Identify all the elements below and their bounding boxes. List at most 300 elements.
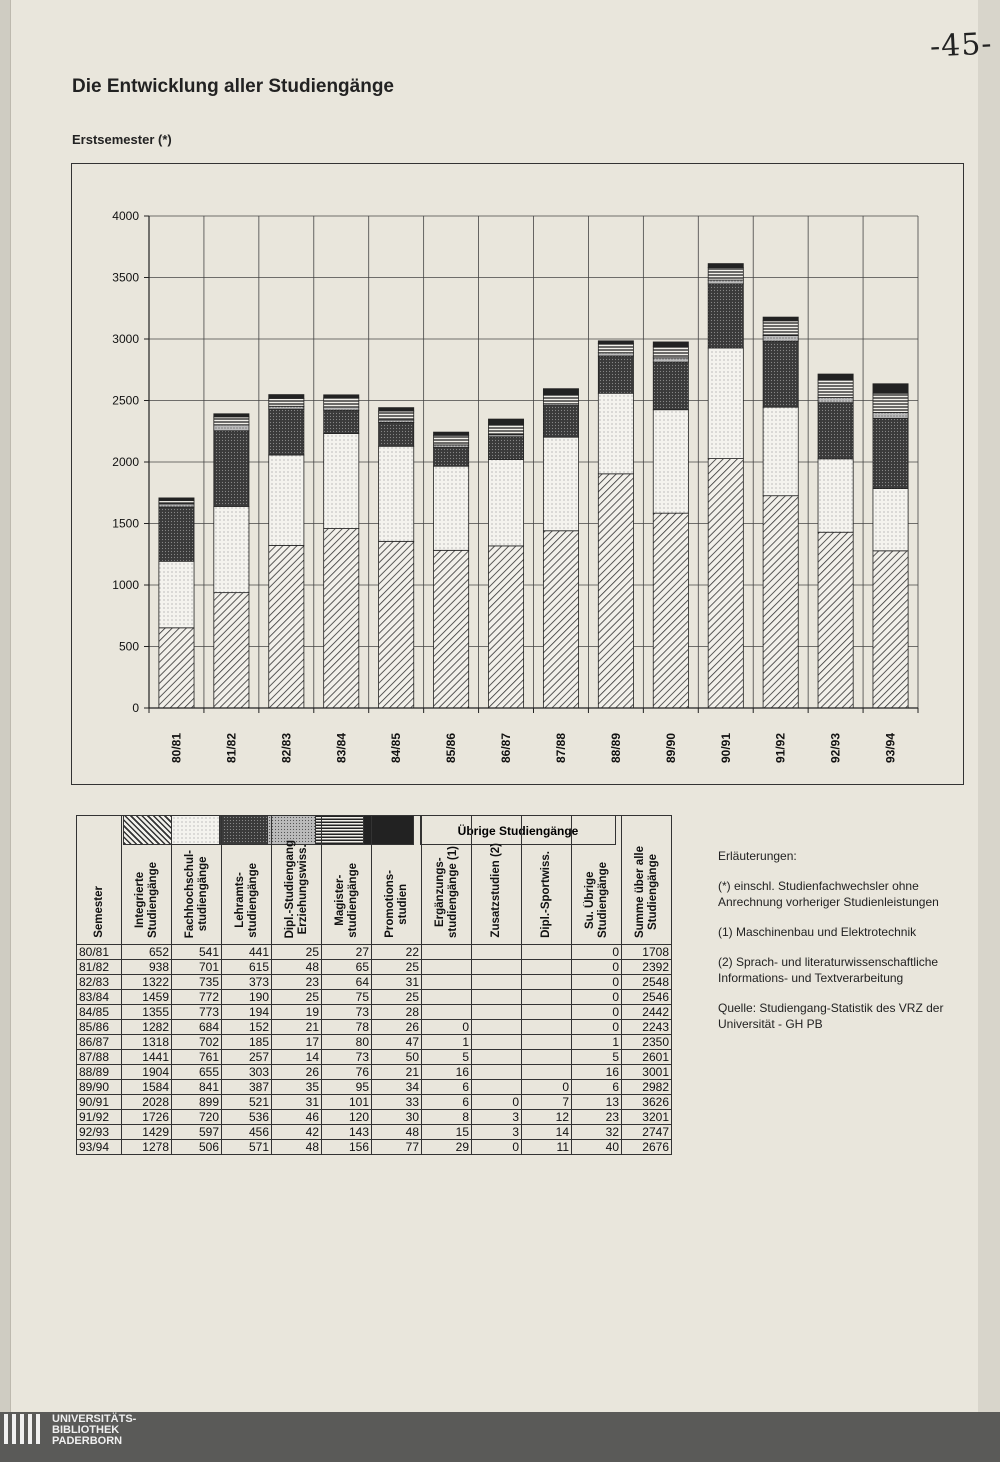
bar-segment [543,395,578,404]
table-cell: 1708 [622,945,672,960]
table-cell: 27 [322,945,372,960]
table-cell: 841 [172,1080,222,1095]
table-cell: 2747 [622,1125,672,1140]
table-cell: 34 [372,1080,422,1095]
bar-segment [159,507,194,561]
table-cell: 48 [272,960,322,975]
table-column-header [522,816,572,945]
column-header-label: Magister- studiengänge [333,863,359,938]
bar-segment [488,460,523,546]
bar-segment [434,432,469,435]
table-cell [422,945,472,960]
table-row [77,1080,672,1095]
bar-segment [763,336,798,342]
table-cell: 899 [172,1095,222,1110]
table-cell [522,1035,572,1050]
table-cell: 77 [372,1140,422,1155]
table-cell: 0 [572,975,622,990]
table-column-header [622,816,672,945]
table-cell: 0 [522,1080,572,1095]
table-cell: 257 [222,1050,272,1065]
table-cell: 2442 [622,1005,672,1020]
table-cell: 6 [422,1080,472,1095]
table-cell: 22 [372,945,422,960]
table-cell: 2548 [622,975,672,990]
x-tick-label: 91/92 [773,732,788,764]
bar-segment [434,550,469,708]
x-tick-label: 81/82 [224,732,239,764]
column-header-label: Promotions- studien [383,870,409,938]
data-table-wrapper [76,815,672,1155]
notes-heading: Erläuterungen: [718,849,797,863]
table-cell [472,990,522,1005]
bar-segment [159,498,194,501]
table-cell: 15 [422,1125,472,1140]
table-cell: 83/84 [77,990,122,1005]
bar-segment [488,546,523,708]
x-tick-label: 86/87 [499,732,514,764]
note-item: (2) Sprach- und literaturwissenschaftliche Informations- und Textverarbeitung [718,955,939,985]
table-header-row [77,816,672,945]
table-row [77,1020,672,1035]
table-cell: 75 [322,990,372,1005]
table-cell: 76 [322,1065,372,1080]
bar-segment [818,403,853,459]
table-cell [472,1035,522,1050]
bar-segment [873,551,908,708]
table-column-header [77,816,122,945]
bar-segment [379,422,414,446]
table-cell: 761 [172,1050,222,1065]
table-cell [522,990,572,1005]
table-cell: 3001 [622,1065,672,1080]
bar-segment [159,504,194,507]
table-cell: 32 [572,1125,622,1140]
bar-segment [708,264,743,268]
table-cell: 303 [222,1065,272,1080]
table-cell [472,975,522,990]
table-cell: 194 [222,1005,272,1020]
table-cell: 21 [272,1020,322,1035]
table-cell: 702 [172,1035,222,1050]
table-cell: 938 [122,960,172,975]
table-cell: 720 [172,1110,222,1125]
table-row [77,1035,672,1050]
bar-segment [598,393,633,474]
table-cell: 521 [222,1095,272,1110]
table-column-header [472,816,522,945]
library-logo-bar [12,1414,16,1444]
y-tick-label: 4000 [112,209,139,223]
column-header-label: Dipl.-Studiengang Erziehungswiss. [283,839,309,938]
table-column-header [322,816,372,945]
table-cell [522,975,572,990]
bar-segment [214,425,249,431]
table-cell: 536 [222,1110,272,1125]
table-cell: 95 [322,1080,372,1095]
table-cell: 11 [522,1140,572,1155]
table-cell: 90/91 [77,1095,122,1110]
table-cell: 89/90 [77,1080,122,1095]
table-cell: 64 [322,975,372,990]
table-column-header [272,816,322,945]
bar-segment [488,419,523,425]
y-tick-label: 500 [118,639,139,654]
table-cell: 143 [322,1125,372,1140]
bar-segment [653,362,688,410]
table-cell: 31 [372,975,422,990]
notes-panel [718,848,958,1046]
table-cell: 42 [272,1125,322,1140]
table-column-header [222,816,272,945]
bar-segment [873,489,908,551]
library-name-line: UNIVERSITÄTS- [52,1413,137,1425]
bar-segment [434,435,469,445]
table-cell: 2546 [622,990,672,1005]
next-page-edge [978,0,1000,1412]
table-cell: 1 [422,1035,472,1050]
table-cell: 85/86 [77,1020,122,1035]
bar-segment [214,506,249,592]
bar-segment [214,431,249,507]
table-cell: 373 [222,975,272,990]
table-cell: 1322 [122,975,172,990]
table-cell: 25 [272,945,322,960]
table-cell: 23 [272,975,322,990]
table-cell: 120 [322,1110,372,1125]
table-cell [472,1050,522,1065]
table-cell [472,1020,522,1035]
y-tick-label: 1000 [112,578,139,592]
table-cell: 28 [372,1005,422,1020]
table-row [77,990,672,1005]
x-tick-label: 83/84 [334,732,349,764]
table-row [77,975,672,990]
table-cell: 0 [572,990,622,1005]
table-cell: 5 [572,1050,622,1065]
table-column-header [122,816,172,945]
table-cell: 47 [372,1035,422,1050]
table-cell: 3626 [622,1095,672,1110]
table-cell [472,1065,522,1080]
chart-subtitle: Erstsemester (*) [72,132,172,147]
bar-segment [159,561,194,628]
bar-segment [214,414,249,417]
table-group-header: Übrige Studiengänge [420,815,616,845]
bar-segment [763,496,798,708]
bar-segment [763,341,798,407]
bar-segment [763,321,798,336]
table-cell: 7 [522,1095,572,1110]
bar-segment [873,412,908,418]
table-cell: 152 [222,1020,272,1035]
table-cell: 78 [322,1020,372,1035]
column-header-label: Ergänzungs- studiengänge (1) [433,845,459,938]
table-cell: 26 [372,1020,422,1035]
y-tick-label: 1500 [112,516,139,531]
table-cell: 1 [572,1035,622,1050]
data-table [76,815,672,1155]
table-cell: 91/92 [77,1110,122,1125]
table-cell: 84/85 [77,1005,122,1020]
bar-segment [543,406,578,438]
bar-segment [269,545,304,708]
table-cell: 80 [322,1035,372,1050]
table-row [77,1005,672,1020]
table-cell: 597 [172,1125,222,1140]
table-row [77,960,672,975]
chart-grid [149,216,918,708]
table-cell: 701 [172,960,222,975]
table-cell: 5 [422,1050,472,1065]
table-cell: 88/89 [77,1065,122,1080]
bar-segment [269,409,304,455]
bar-segment [269,395,304,399]
note-item: (1) Maschinenbau und Elektrotechnik [718,925,917,939]
bar-segment [214,417,249,425]
bar-segment [653,342,688,346]
table-cell: 25 [272,990,322,1005]
bar-segment [379,541,414,708]
column-header-label: Su. Übrige Studiengänge [583,861,609,938]
bar-segment [488,425,523,435]
table-cell: 456 [222,1125,272,1140]
y-tick-label: 2500 [112,393,139,408]
table-cell: 73 [322,1005,372,1020]
table-cell: 0 [572,1020,622,1035]
bar-segment [214,593,249,708]
table-cell: 1355 [122,1005,172,1020]
table-cell: 1441 [122,1050,172,1065]
table-cell: 14 [522,1125,572,1140]
table-cell: 735 [172,975,222,990]
table-cell: 0 [472,1140,522,1155]
bar-segment [159,628,194,708]
table-cell: 30 [372,1110,422,1125]
table-cell: 19 [272,1005,322,1020]
x-tick-label: 89/90 [663,732,678,764]
x-tick-label: 88/89 [608,732,623,764]
x-tick-label: 80/81 [169,732,184,764]
table-cell: 387 [222,1080,272,1095]
table-cell: 16 [572,1065,622,1080]
table-cell: 571 [222,1140,272,1155]
bar-segment [763,407,798,496]
table-cell: 80/81 [77,945,122,960]
table-cell: 3 [472,1110,522,1125]
table-cell: 1318 [122,1035,172,1050]
bar-segment [324,434,359,529]
x-tick-label: 92/93 [828,732,843,764]
table-row [77,1095,672,1110]
table-cell: 12 [522,1110,572,1125]
table-cell: 2028 [122,1095,172,1110]
bar-segment [653,410,688,513]
bar-segment [543,389,578,395]
bar-segment [269,455,304,545]
table-cell [472,960,522,975]
table-cell: 506 [172,1140,222,1155]
bar-segment [708,284,743,348]
x-tick-label: 82/83 [279,732,294,764]
table-cell [522,960,572,975]
table-cell: 21 [372,1065,422,1080]
table-cell: 441 [222,945,272,960]
table-cell [472,945,522,960]
x-tick-label: 93/94 [883,732,898,764]
table-cell: 185 [222,1035,272,1050]
x-tick-label: 85/86 [444,732,459,764]
table-cell [422,960,472,975]
table-cell: 8 [422,1110,472,1125]
table-cell: 3201 [622,1110,672,1125]
table-cell: 0 [422,1020,472,1035]
table-column-header [172,816,222,945]
bar-segment [708,348,743,459]
column-header-label: Semester [92,886,105,938]
bar-segment [543,437,578,531]
table-cell: 1278 [122,1140,172,1155]
table-cell: 46 [272,1110,322,1125]
y-tick-label: 2000 [112,455,139,469]
table-cell: 6 [572,1080,622,1095]
table-cell [472,1005,522,1020]
bar-segment [818,459,853,532]
table-cell: 31 [272,1095,322,1110]
y-tick-label: 3500 [112,270,139,285]
table-cell: 2350 [622,1035,672,1050]
library-name-line: PADERBORN [52,1435,123,1447]
table-cell: 86/87 [77,1035,122,1050]
bar-segment [379,446,414,541]
library-logo-bar [36,1414,40,1444]
table-row [77,1140,672,1155]
bar-segment [543,531,578,708]
table-cell: 50 [372,1050,422,1065]
bar-segment [324,395,359,398]
table-cell [472,1080,522,1095]
bar-segment [379,411,414,420]
table-cell: 65 [322,960,372,975]
table-cell [522,1020,572,1035]
bar-segment [324,398,359,407]
table-cell: 1904 [122,1065,172,1080]
library-logo-bar [4,1414,8,1444]
table-cell: 82/83 [77,975,122,990]
table-cell: 14 [272,1050,322,1065]
table-column-header [422,816,472,945]
table-cell [422,990,472,1005]
library-name-line: BIBLIOTHEK [52,1424,120,1436]
table-cell: 1282 [122,1020,172,1035]
bar-segment [818,398,853,403]
table-cell: 1584 [122,1080,172,1095]
x-tick-label: 84/85 [389,732,404,764]
table-cell [522,945,572,960]
table-cell: 1429 [122,1125,172,1140]
bar-segment [434,447,469,466]
bar-segment [653,513,688,708]
bar-segment [873,384,908,393]
bar-segment [818,374,853,380]
table-cell: 2676 [622,1140,672,1155]
column-header-label: Dipl.-Sportwiss. [540,851,552,938]
table-cell [522,1065,572,1080]
page-binding [0,0,11,1412]
table-row [77,1050,672,1065]
table-cell: 0 [572,945,622,960]
bar-segment [763,317,798,321]
column-header-label: Integrierte Studiengänge [133,861,159,938]
table-cell: 48 [372,1125,422,1140]
y-tick-label: 0 [132,701,139,715]
bar-segment [324,410,359,433]
table-row [77,1065,672,1080]
table-cell: 29 [422,1140,472,1155]
column-header-label: Fachhochschul- studiengänge [183,849,209,938]
column-header-label: Summe über alle Studiengänge [633,845,659,938]
page-title: Die Entwicklung aller Studiengänge [72,76,394,97]
library-footer [0,1412,1000,1462]
bar-segment [488,437,523,460]
note-item: Quelle: Studiengang-Statistik des VRZ der Universität - GH PB [718,1001,944,1031]
table-cell: 655 [172,1065,222,1080]
column-header-label: Zusatzstudien (2) [490,843,502,938]
page-number: -45- [929,26,994,65]
bar-segment [269,398,304,406]
bar-segment [708,268,743,280]
table-cell: 13 [572,1095,622,1110]
table-cell: 2982 [622,1080,672,1095]
table-cell: 92/93 [77,1125,122,1140]
table-column-header [572,816,622,945]
table-cell: 773 [172,1005,222,1020]
x-tick-label: 87/88 [553,732,568,764]
bar-segment [598,474,633,708]
table-cell: 2243 [622,1020,672,1035]
table-row [77,945,672,960]
table-cell: 541 [172,945,222,960]
table-cell: 0 [572,1005,622,1020]
table-cell: 101 [322,1095,372,1110]
bar-segment [598,353,633,356]
table-cell: 23 [572,1110,622,1125]
bar-segment [324,529,359,708]
table-body [77,945,672,1155]
table-cell: 0 [572,960,622,975]
table-cell: 2601 [622,1050,672,1065]
table-cell: 26 [272,1065,322,1080]
table-cell: 40 [572,1140,622,1155]
x-tick-label: 90/91 [718,732,733,764]
bar-segment [159,501,194,504]
bar-segment [818,380,853,398]
table-cell: 652 [122,945,172,960]
bar-segment [598,341,633,344]
bar-segment [818,532,853,708]
table-cell: 190 [222,990,272,1005]
table-cell: 2392 [622,960,672,975]
table-cell: 48 [272,1140,322,1155]
table-cell: 17 [272,1035,322,1050]
bar-segment [269,406,304,409]
stacked-bar-chart [71,163,962,783]
table-cell [522,1005,572,1020]
bar-segment [598,356,633,393]
table-cell: 3 [472,1125,522,1140]
bar-segment [379,408,414,411]
table-cell [422,975,472,990]
